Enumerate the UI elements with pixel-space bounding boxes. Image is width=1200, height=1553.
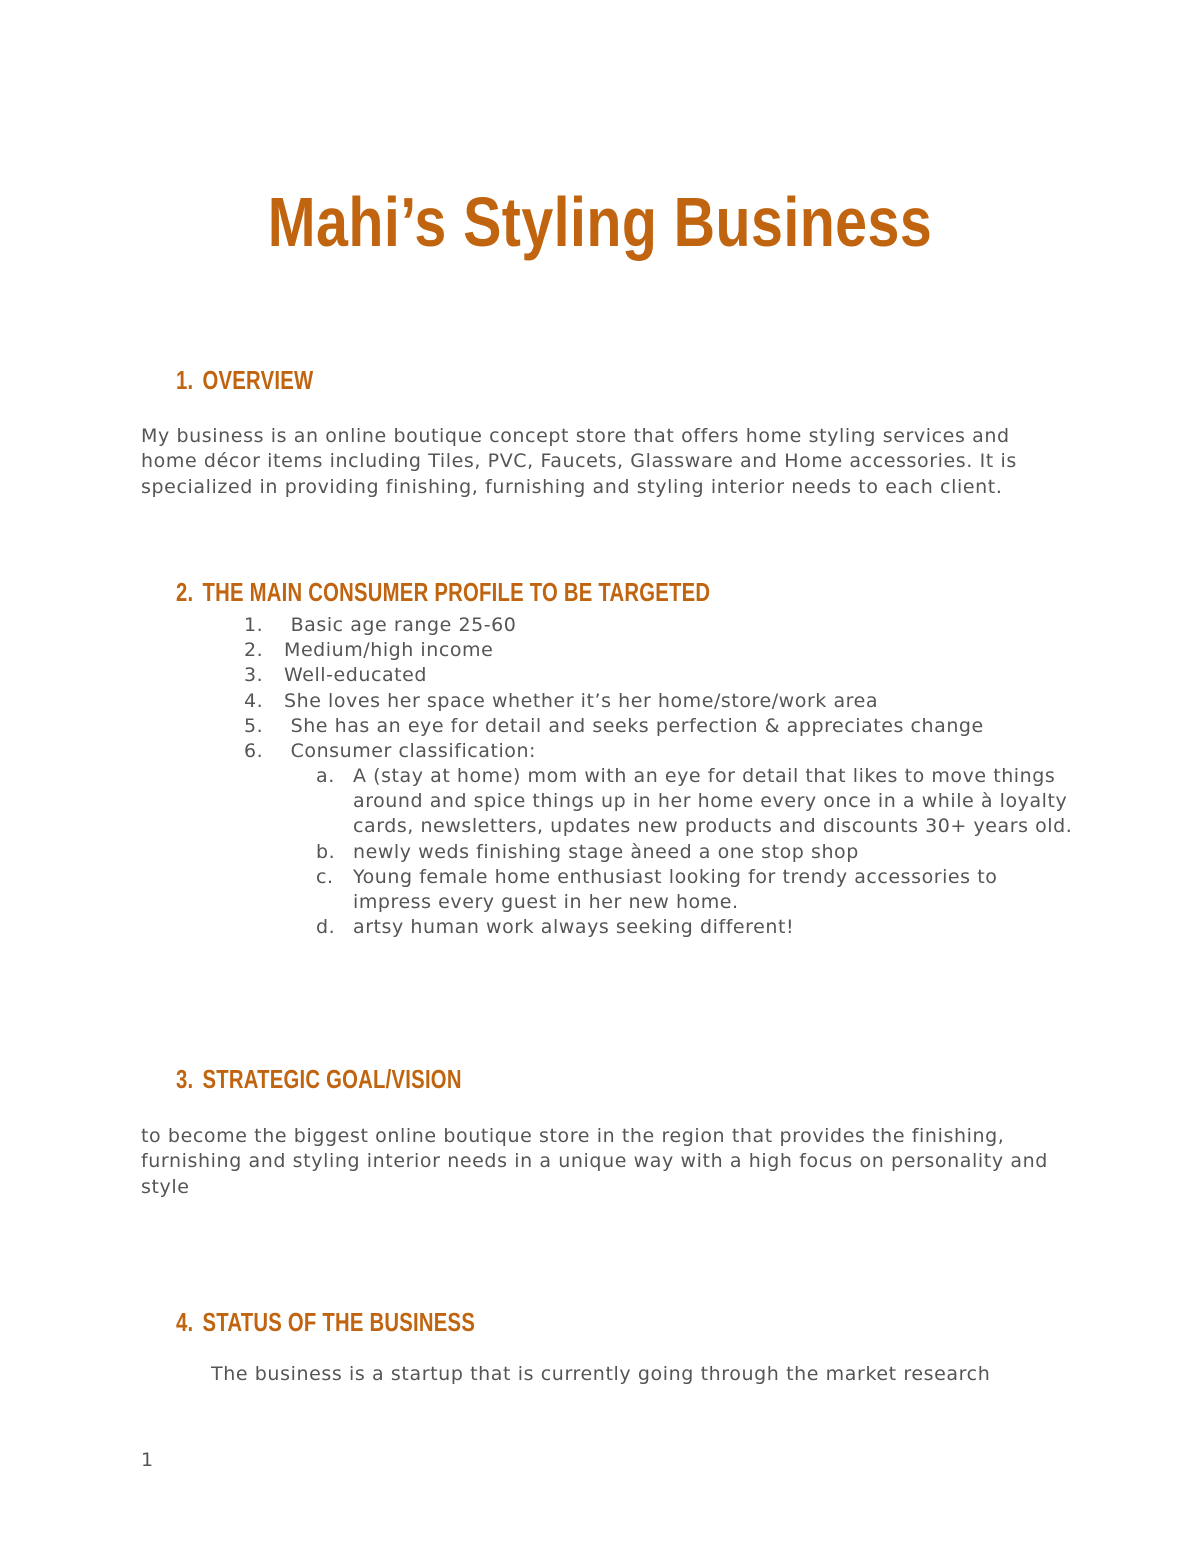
status-paragraph: The business is a startup that is currently going through the market research <box>211 1363 991 1385</box>
section-title: THE MAIN CONSUMER PROFILE TO BE TARGETED <box>202 577 711 607</box>
section-heading-overview <box>176 365 313 396</box>
consumer-classification-list <box>316 764 1076 940</box>
section-number: 1. <box>176 365 194 395</box>
list-item: 3. Well-educated <box>244 664 428 687</box>
list-item: d. artsy human work always seeking different! <box>316 916 795 939</box>
list-item: 4. She loves her space whether it’s her home/store/work area <box>244 689 879 712</box>
section-number: 2. <box>176 577 194 607</box>
list-item: 1. Basic age range 25-60 <box>244 614 517 636</box>
list-item: a. A (stay at home) mom with an eye for detail that likes to move things around and spice things up in her home every once in a while à loyalty cards, newsletters, updates new products and discounts 30+ years old. <box>316 765 1073 838</box>
page-number: 1 <box>141 1449 154 1471</box>
list-item: b. newly weds finishing stage àneed a one stop shop <box>316 840 859 863</box>
list-item: 5. She has an eye for detail and seeks perfection & appreciates change <box>244 714 984 737</box>
list-item: 2. Medium/high income <box>244 639 494 662</box>
section-heading-consumer-profile <box>176 577 710 608</box>
section-number: 3. <box>176 1064 194 1094</box>
section-heading-status <box>176 1307 475 1338</box>
document-title: Mahi’s Styling Business <box>267 183 933 261</box>
consumer-profile-list <box>244 613 984 764</box>
section-title: OVERVIEW <box>202 365 314 395</box>
section-number: 4. <box>176 1307 194 1337</box>
list-item: 6. Consumer classification: <box>244 740 537 763</box>
section-title: STATUS OF THE BUSINESS <box>202 1307 476 1337</box>
vision-paragraph: to become the biggest online boutique store in the region that provides the finishing, furnishing and styling interior needs in a unique way with a high focus on personality and style <box>141 1125 1048 1198</box>
section-title: STRATEGIC GOAL/VISION <box>202 1064 462 1094</box>
overview-paragraph: My business is an online boutique concept store that offers home styling services and home décor items including Tiles, PVC, Faucets, Glassware and Home accessories. It is specialized in providing finishing, furnishing and styling interior needs to each client. <box>141 425 1017 498</box>
section-heading-strategic-goal <box>176 1064 462 1095</box>
list-item: c. Young female home enthusiast looking for trendy accessories to impress every guest in her new home. <box>316 865 998 914</box>
